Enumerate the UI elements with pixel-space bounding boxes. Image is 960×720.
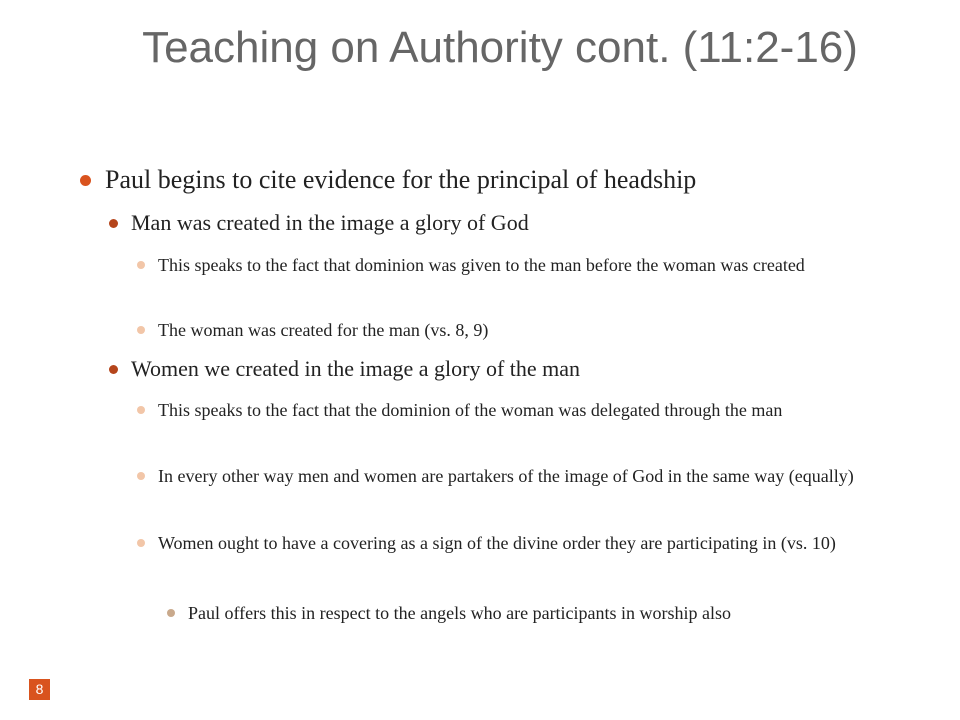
bullet-dot-icon [167,609,175,617]
bullet-text: This speaks to the fact that the dominion of the woman was delegated through the man [158,400,783,420]
page-number: 8 [29,679,50,700]
bullet-level3 [158,397,918,424]
bullet-level1 [105,163,905,197]
bullet-level2 [131,209,911,237]
bullet-text: Women ought to have a covering as a sign of the divine order they are participating in (vs. 10) [158,533,836,553]
bullet-text: In every other way men and women are partakers of the image of God in the same way (equally) [158,466,854,486]
slide-title: Teaching on Authority cont. (11:2-16) [142,23,858,72]
bullet-dot-icon [137,261,145,269]
bullet-text: Paul offers this in respect to the angels who are participants in worship also [188,603,732,623]
bullet-text: This speaks to the fact that dominion was given to the man before the woman was created [158,255,805,275]
bullet-dot-icon [109,365,118,374]
bullet-dot-icon [137,539,145,547]
bullet-text: The woman was created for the man (vs. 8, 9) [158,320,489,340]
bullet-dot-icon [137,472,145,480]
bullet-dot-icon [137,406,145,414]
bullet-level3 [158,252,918,279]
bullet-level2 [131,355,911,383]
bullet-text: Man was created in the image a glory of God [131,210,529,235]
bullet-dot-icon [109,219,118,228]
bullet-dot-icon [137,326,145,334]
bullet-level4 [188,600,928,627]
bullet-text: Women we created in the image a glory of the man [131,356,581,381]
bullet-level3 [158,317,918,344]
bullet-level3 [158,463,918,490]
bullet-dot-icon [80,175,91,186]
bullet-text: Paul begins to cite evidence for the principal of headship [105,165,697,194]
bullet-level3 [158,530,918,557]
